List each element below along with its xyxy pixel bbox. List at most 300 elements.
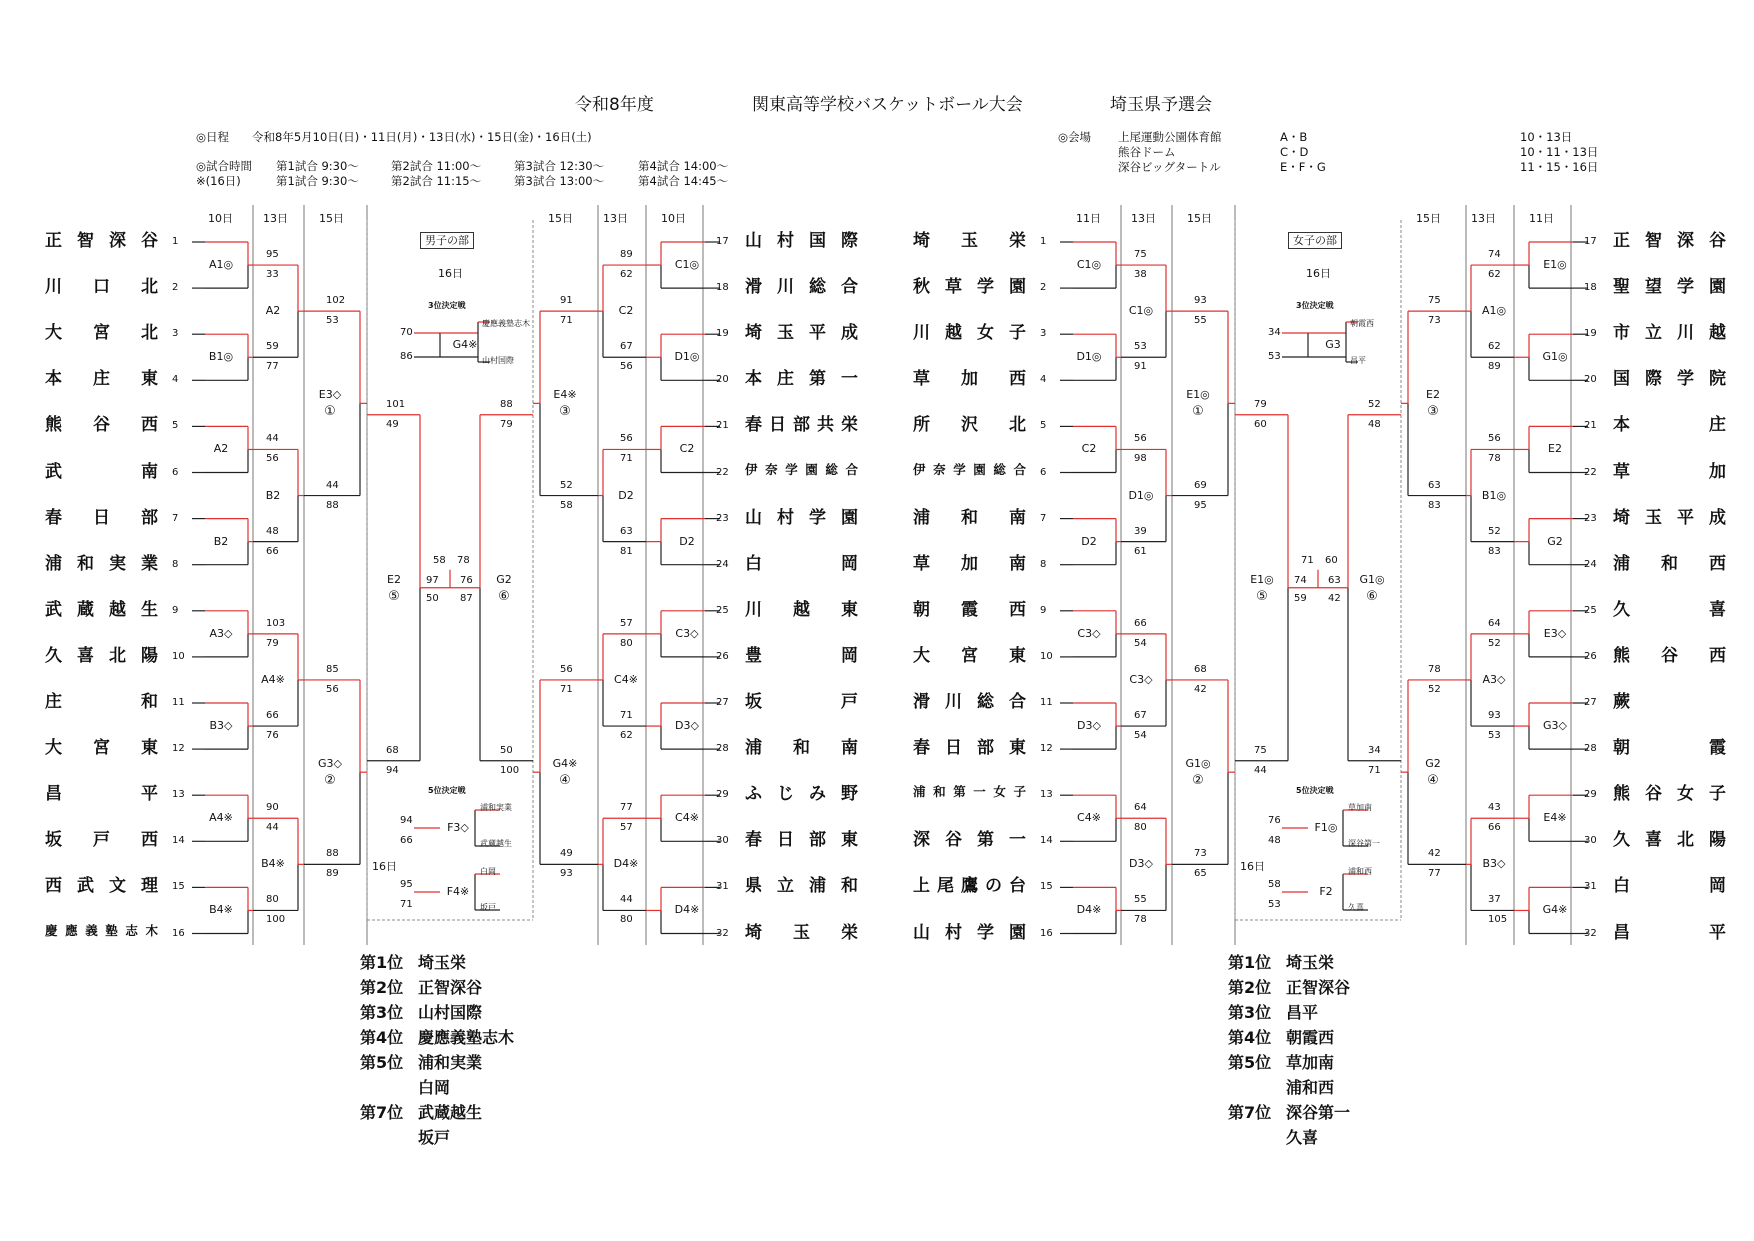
- seed-number: 10: [1040, 650, 1053, 662]
- rank-place: 第3位: [1228, 1003, 1272, 1022]
- score: 67: [620, 341, 633, 353]
- seed-number: 2: [172, 282, 179, 294]
- score: 68: [386, 744, 399, 756]
- score: 37: [1488, 894, 1501, 906]
- seed-number: 31: [1584, 881, 1597, 893]
- final-score: 42: [1328, 592, 1341, 604]
- score: 60: [1254, 418, 1267, 430]
- rank-team: 久喜: [1286, 1128, 1319, 1147]
- seed-number: 1: [1040, 236, 1047, 247]
- time-slot: 第2試合 11:00～: [391, 159, 482, 173]
- team-name: 熊 谷 西: [1613, 645, 1726, 666]
- round3-game-number: ③: [559, 404, 571, 420]
- team-name: 白 岡: [1613, 876, 1726, 897]
- venue-days: 11・15・16日: [1520, 160, 1599, 174]
- final-score: 63: [1328, 574, 1341, 586]
- day-header: 11日: [1529, 212, 1554, 225]
- score: 88: [326, 848, 339, 860]
- final-score: 97: [426, 574, 439, 586]
- venue-name: 深谷ビッグタートル: [1118, 160, 1221, 174]
- venue-days: 10・13日: [1520, 130, 1573, 144]
- final-day-label: 16日: [1306, 267, 1331, 280]
- rank-team: 坂戸: [418, 1128, 451, 1147]
- seed-number: 20: [716, 374, 729, 386]
- round3-game-number: ②: [324, 773, 336, 789]
- seed-number: 5: [1040, 420, 1047, 432]
- score: 91: [560, 295, 573, 307]
- seed-number: 31: [716, 881, 729, 893]
- day-header: 13日: [603, 212, 628, 225]
- team-name: 庄 和: [45, 692, 158, 712]
- seed-number: 28: [1584, 743, 1597, 755]
- score: 79: [266, 637, 279, 649]
- seed-number: 11: [1040, 697, 1053, 708]
- team-name: 春日部: [45, 507, 158, 528]
- time-slot: 第1試合 9:30～: [276, 159, 359, 173]
- time-slot-16: 第1試合 9:30～: [276, 174, 359, 188]
- score: 67: [1134, 710, 1147, 722]
- fifth-place-team: 浦和西: [1348, 867, 1372, 876]
- time-slot: 第4試合 14:00～: [638, 159, 729, 173]
- fifth-place-label: 5位決定戦: [428, 786, 466, 795]
- score: 59: [266, 341, 279, 353]
- round1-game-code: E2: [1548, 442, 1562, 456]
- seed-number: 8: [1040, 558, 1047, 570]
- score: 80: [620, 914, 633, 926]
- team-name: 市立川越: [1613, 323, 1726, 344]
- rank-team: 深谷第一: [1286, 1103, 1351, 1122]
- round1-game-code: C3◇: [1077, 626, 1101, 640]
- score: 76: [1268, 815, 1281, 826]
- score: 52: [1488, 637, 1501, 649]
- third-place-team: 山村国際: [482, 356, 514, 365]
- team-name: 西武文理: [45, 876, 158, 897]
- round1-game-code: B1◎: [208, 350, 234, 364]
- seed-number: 11: [172, 697, 185, 708]
- score: 39: [1134, 525, 1147, 537]
- score: 75: [1134, 249, 1147, 261]
- score: 91: [1134, 361, 1147, 373]
- round1-game-code: D4※: [1076, 903, 1102, 917]
- seed-number: 23: [1584, 512, 1597, 524]
- seed-number: 17: [1584, 236, 1597, 247]
- fifth-place-team: 深谷第一: [1348, 839, 1380, 848]
- team-name: 昌 平: [45, 784, 158, 805]
- round2-game-code: A4※: [261, 672, 285, 686]
- day-header: 15日: [1187, 212, 1212, 225]
- final-score: 74: [1294, 574, 1307, 586]
- score: 94: [386, 764, 399, 776]
- round3-game-code: E3◇: [318, 388, 342, 402]
- tournament-title: 関東高等学校バスケットボール大会: [752, 95, 1023, 115]
- score: 76: [266, 730, 279, 742]
- score: 44: [620, 894, 633, 906]
- score: 62: [620, 730, 633, 742]
- round3-game-number: ③: [1427, 404, 1439, 420]
- team-name: 浦 和 南: [745, 738, 858, 759]
- team-name: 深谷第一: [913, 830, 1026, 851]
- team-name: 本庄東: [45, 369, 158, 390]
- rank-place: 第2位: [360, 978, 404, 997]
- round1-game-code: A3◇: [209, 626, 233, 640]
- team-name: 国際学院: [1613, 369, 1726, 390]
- third-place-team: 慶應義塾志木: [482, 319, 530, 328]
- score: 62: [1488, 341, 1501, 353]
- score: 55: [1134, 894, 1147, 906]
- score: 85: [326, 663, 339, 675]
- round1-game-code: B2: [213, 534, 229, 548]
- semifinal-game-number: ⑤: [1256, 588, 1268, 604]
- score: 79: [1254, 398, 1267, 410]
- round1-game-code: C2: [1081, 442, 1097, 456]
- round2-game-code: A2: [265, 304, 281, 318]
- team-name: 本庄第一: [745, 369, 858, 390]
- round1-game-code: D1◎: [674, 350, 700, 364]
- round3-game-number: ①: [1192, 404, 1204, 420]
- third-place-team: 昌平: [1350, 356, 1366, 365]
- semifinal-game-code: G2: [496, 572, 512, 586]
- round1-game-code: D3◇: [1077, 719, 1101, 733]
- day-header: 15日: [548, 212, 573, 225]
- round2-game-code: C2: [618, 304, 634, 318]
- rank-team: 正智深谷: [418, 978, 483, 997]
- score: 64: [1488, 617, 1501, 629]
- score: 58: [1268, 879, 1281, 890]
- team-name: 滑川総合: [745, 277, 858, 298]
- team-name: 上尾鷹の台: [913, 876, 1026, 897]
- team-name: 伊奈学園総合: [745, 461, 858, 477]
- rank-place: 第4位: [360, 1028, 404, 1047]
- fifth-place-team: 白岡: [480, 867, 496, 876]
- team-name: 埼玉平成: [1613, 507, 1726, 528]
- round1-game-code: C1◎: [674, 258, 700, 272]
- seed-number: 22: [716, 466, 729, 478]
- final-score: 78: [457, 554, 470, 566]
- seed-number: 15: [172, 881, 185, 893]
- seed-number: 6: [1040, 466, 1047, 478]
- score: 63: [620, 525, 633, 537]
- team-name: 川口北: [45, 277, 158, 298]
- team-name: 県立浦和: [745, 876, 858, 897]
- score: 44: [326, 479, 339, 491]
- team-name: 川 越 東: [745, 599, 858, 620]
- score: 66: [400, 835, 413, 846]
- fifth-place-game-code: F1◎: [1314, 821, 1338, 834]
- team-name: 白 岡: [745, 553, 858, 574]
- round3-game-code: G4※: [552, 757, 578, 771]
- round1-game-code: C2: [679, 442, 695, 456]
- seed-number: 3: [172, 328, 179, 340]
- team-name: 熊谷女子: [1613, 784, 1726, 805]
- round3-game-number: ④: [559, 773, 571, 789]
- score: 33: [266, 269, 279, 281]
- section-title: 男子の部: [420, 232, 474, 249]
- round1-game-code: D2: [679, 534, 695, 548]
- final-score: 76: [460, 574, 473, 586]
- score: 80: [266, 894, 279, 906]
- score: 95: [1194, 499, 1207, 511]
- seed-number: 14: [172, 835, 185, 847]
- score: 56: [560, 663, 573, 675]
- third-place-label: 3位決定戦: [1296, 301, 1334, 310]
- score: 79: [500, 418, 513, 430]
- score: 75: [1254, 744, 1267, 756]
- day-header: 13日: [1471, 212, 1496, 225]
- team-name: 坂 戸: [745, 692, 858, 712]
- score: 93: [1488, 710, 1501, 722]
- rank-team: 浦和西: [1286, 1078, 1335, 1097]
- seed-number: 10: [172, 650, 185, 662]
- team-name: 昌 平: [1613, 922, 1726, 943]
- round2-game-code: C4※: [614, 672, 638, 686]
- round1-game-code: E1◎: [1543, 258, 1567, 272]
- score: 55: [1194, 315, 1207, 327]
- score: 56: [620, 361, 633, 373]
- seed-number: 13: [172, 789, 185, 801]
- score: 75: [1428, 295, 1441, 307]
- round2-game-code: A3◇: [1482, 672, 1506, 686]
- fifth-place-team: 草加南: [1348, 803, 1372, 812]
- round2-game-code: C1◎: [1128, 304, 1154, 318]
- round1-game-code: E4※: [1543, 811, 1567, 825]
- team-name: 春日部東: [913, 738, 1026, 759]
- round1-game-code: G2: [1547, 534, 1563, 548]
- score: 54: [1134, 730, 1147, 742]
- seed-number: 29: [1584, 789, 1597, 801]
- fifth-place-team: 武蔵越生: [480, 839, 512, 848]
- round3-game-code: G1◎: [1185, 757, 1211, 771]
- score: 44: [266, 822, 279, 834]
- round1-game-code: A1◎: [208, 258, 234, 272]
- score: 56: [1488, 433, 1501, 445]
- venue-courts: A・B: [1280, 130, 1308, 144]
- team-name: 久喜北陽: [45, 645, 158, 666]
- final-score: 58: [433, 554, 446, 566]
- round1-game-code: B4※: [209, 903, 233, 917]
- rank-team: 埼玉栄: [418, 953, 467, 972]
- score: 42: [1428, 848, 1441, 860]
- day-header: 15日: [319, 212, 344, 225]
- seed-number: 9: [1040, 604, 1047, 616]
- score: 52: [1488, 525, 1501, 537]
- rank-place: 第5位: [360, 1053, 404, 1072]
- score: 53: [1488, 730, 1501, 742]
- rank-place: 第2位: [1228, 978, 1272, 997]
- score: 56: [266, 453, 279, 465]
- seed-number: 15: [1040, 881, 1053, 893]
- team-name: 正智深谷: [1613, 231, 1726, 251]
- round2-game-code: D4※: [613, 857, 639, 871]
- round1-game-code: D3◇: [675, 719, 699, 733]
- round3-game-code: E4※: [553, 388, 577, 402]
- team-name: 埼 玉 栄: [913, 231, 1026, 251]
- round2-game-code: C3◇: [1129, 672, 1153, 686]
- score: 103: [266, 617, 286, 629]
- score: 56: [1134, 433, 1147, 445]
- seed-number: 26: [1584, 650, 1597, 662]
- seed-number: 1: [172, 236, 179, 247]
- score: 52: [560, 479, 573, 491]
- times-note-label: ※(16日): [196, 174, 241, 188]
- score: 66: [266, 710, 279, 722]
- score: 78: [1488, 453, 1501, 465]
- rank-team: 埼玉栄: [1286, 953, 1335, 972]
- team-name: ふじみ野: [745, 784, 858, 805]
- seed-number: 13: [1040, 789, 1053, 801]
- score: 44: [1254, 764, 1267, 776]
- team-name: 滑川総合: [913, 692, 1026, 712]
- team-name: 豊 岡: [745, 645, 858, 666]
- score: 90: [266, 802, 279, 814]
- third-place-team: 朝霞西: [1350, 319, 1374, 328]
- round1-game-code: C4※: [1077, 811, 1101, 825]
- score: 83: [1488, 545, 1501, 557]
- seed-number: 22: [1584, 466, 1597, 478]
- fifth-place-team: 浦和実業: [480, 803, 512, 812]
- score: 61: [1134, 545, 1147, 557]
- rank-team: 昌平: [1286, 1003, 1319, 1022]
- team-name: 春日部共栄: [745, 415, 858, 436]
- team-name: 浦 和 西: [1613, 553, 1726, 574]
- round1-game-code: G1◎: [1542, 350, 1568, 364]
- score: 66: [1134, 617, 1147, 629]
- round3-game-code: E2: [1426, 388, 1440, 402]
- score: 43: [1488, 802, 1501, 814]
- seed-number: 14: [1040, 835, 1053, 847]
- rank-place: 第1位: [1228, 953, 1272, 972]
- score: 58: [560, 499, 573, 511]
- round1-game-code: D1◎: [1076, 350, 1102, 364]
- schedule-text: 令和8年5月10日(日)・11日(月)・13日(水)・15日(金)・16日(土): [252, 130, 592, 144]
- seed-number: 30: [1584, 835, 1597, 847]
- team-name: 武 南: [45, 461, 158, 482]
- seed-number: 12: [172, 743, 185, 755]
- seed-number: 12: [1040, 743, 1053, 755]
- score: 101: [386, 398, 406, 410]
- team-name: 浦和実業: [45, 553, 158, 574]
- score: 34: [1268, 327, 1281, 338]
- score: 71: [1368, 764, 1381, 776]
- rank-team: 正智深谷: [1286, 978, 1351, 997]
- day-header: 10日: [208, 212, 233, 225]
- score: 89: [1488, 361, 1501, 373]
- round3-game-code: G3◇: [318, 757, 342, 771]
- day-header: 13日: [1131, 212, 1156, 225]
- rank-place: 第7位: [1228, 1103, 1272, 1122]
- venue-name: 上尾運動公園体育館: [1118, 130, 1222, 144]
- seed-number: 4: [1040, 374, 1047, 386]
- final-day-label: 16日: [438, 267, 463, 280]
- score: 57: [620, 822, 633, 834]
- score: 86: [400, 351, 413, 362]
- score: 100: [500, 764, 520, 776]
- seed-number: 27: [1584, 697, 1597, 708]
- team-name: 大宮北: [45, 323, 158, 344]
- day-header: 15日: [1416, 212, 1441, 225]
- venue-label: ◎会場: [1058, 130, 1092, 144]
- score: 77: [620, 802, 633, 814]
- score: 71: [620, 710, 633, 722]
- score: 52: [1428, 683, 1441, 695]
- third-place-label: 3位決定戦: [428, 301, 466, 310]
- score: 77: [266, 361, 279, 373]
- score: 71: [400, 899, 413, 910]
- fifth-place-game-code: F3◇: [447, 821, 469, 834]
- score: 98: [1134, 453, 1147, 465]
- seed-number: 19: [1584, 328, 1597, 340]
- seed-number: 6: [172, 466, 179, 478]
- venue-name: 熊谷ドーム: [1118, 145, 1176, 159]
- rank-team: 山村国際: [418, 1003, 483, 1022]
- seed-number: 7: [172, 512, 179, 524]
- venue-courts: E・F・G: [1280, 160, 1326, 174]
- team-name: 久 喜: [1613, 599, 1726, 620]
- final-score: 50: [426, 592, 439, 604]
- score: 102: [326, 295, 346, 307]
- time-slot-16: 第4試合 14:45～: [638, 174, 729, 188]
- round3-game-number: ②: [1192, 773, 1204, 789]
- score: 34: [1368, 744, 1381, 756]
- score: 53: [1268, 351, 1281, 362]
- seed-number: 7: [1040, 512, 1047, 524]
- fifth-place-team: 坂戸: [480, 903, 496, 912]
- team-name: 浦和第一女子: [913, 784, 1026, 800]
- semifinal-game-number: ⑤: [388, 588, 400, 604]
- score: 69: [1194, 479, 1207, 491]
- round2-game-code: B2: [265, 488, 281, 502]
- seed-number: 19: [716, 328, 729, 340]
- score: 93: [560, 868, 573, 880]
- score: 77: [1428, 868, 1441, 880]
- team-name: 武蔵越生: [45, 599, 158, 620]
- round1-game-code: B3◇: [209, 719, 233, 733]
- seed-number: 16: [1040, 927, 1053, 939]
- team-name: 浦 和 南: [913, 507, 1026, 528]
- third-place-game-code: G4※: [452, 338, 478, 351]
- third-place-game-code: G3: [1325, 338, 1341, 351]
- fifth-place-label: 5位決定戦: [1296, 786, 1334, 795]
- seed-number: 29: [716, 789, 729, 801]
- team-name: 熊谷西: [45, 415, 158, 436]
- score: 73: [1428, 315, 1441, 327]
- times-label: ◎試合時間: [196, 159, 253, 173]
- team-name: 山村学園: [913, 922, 1026, 943]
- score: 78: [1428, 663, 1441, 675]
- score: 71: [620, 453, 633, 465]
- team-name: 川越女子: [913, 323, 1026, 344]
- semifinal-game-code: E1◎: [1250, 572, 1274, 586]
- round2-game-code: D1◎: [1128, 488, 1154, 502]
- round2-game-code: B3◇: [1482, 857, 1506, 871]
- score: 52: [1368, 398, 1381, 410]
- final-score: 59: [1294, 592, 1307, 604]
- team-name: 大 宮 東: [913, 645, 1026, 666]
- team-name: 大宮東: [45, 738, 158, 759]
- team-name: 正智深谷: [45, 231, 158, 251]
- rank-team: 武蔵越生: [418, 1103, 483, 1122]
- score: 74: [1488, 249, 1501, 261]
- score: 105: [1488, 914, 1508, 926]
- fifth-place-team: 久喜: [1348, 903, 1364, 912]
- seed-number: 20: [1584, 374, 1597, 386]
- score: 100: [266, 914, 286, 926]
- semifinal-game-code: G1◎: [1359, 572, 1385, 586]
- score: 83: [1428, 499, 1441, 511]
- round2-game-code: A1◎: [1481, 304, 1507, 318]
- time-slot-16: 第2試合 11:15～: [391, 174, 482, 188]
- round1-game-code: E3◇: [1543, 626, 1567, 640]
- score: 71: [560, 315, 573, 327]
